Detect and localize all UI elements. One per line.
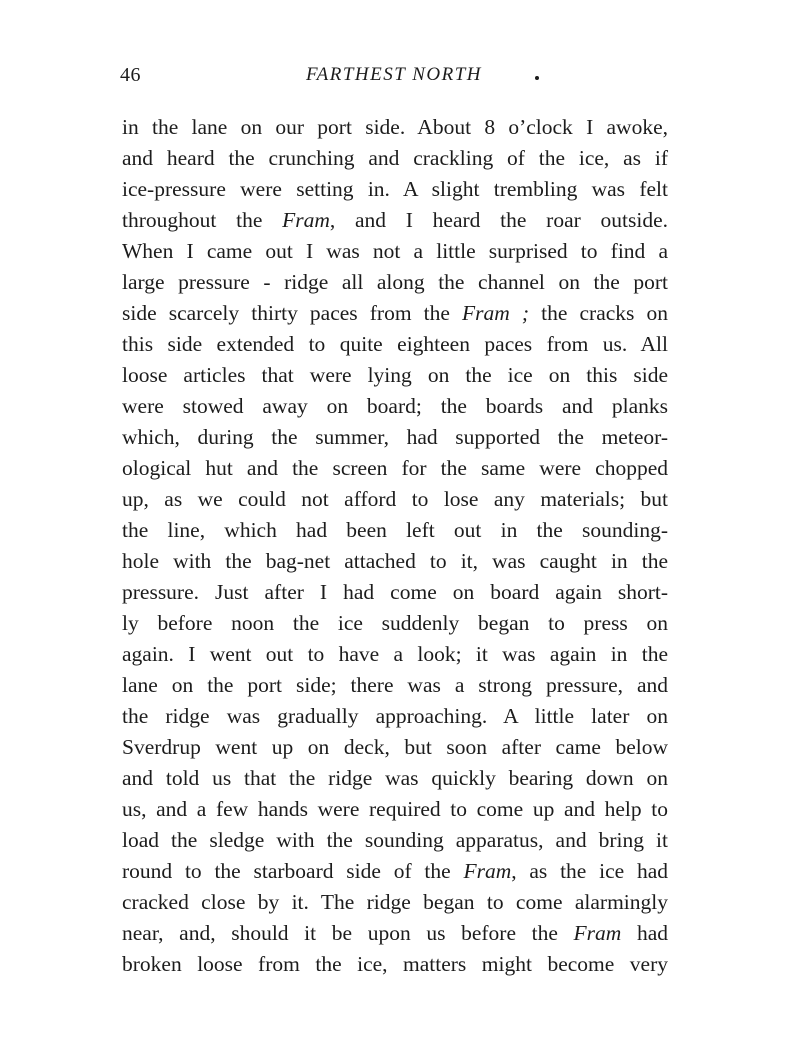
text-line	[122, 732, 668, 763]
text-run: cracked close by it. The ridge began to come alarmingly	[122, 890, 668, 914]
text-line	[122, 360, 668, 391]
text-run: this side extended to quite eighteen paces from us. All	[122, 332, 668, 356]
text-line	[122, 112, 668, 143]
text-line	[122, 639, 668, 670]
text-run: lane on the port side; there was a strong pressure, and	[122, 673, 668, 697]
text-line	[122, 515, 668, 546]
text-line	[122, 918, 668, 949]
text-run: load the sledge with the sounding apparatus, and bring it	[122, 828, 668, 852]
text-run: , as the ice had	[511, 859, 669, 883]
italic-ship-name: Fram ;	[462, 301, 530, 325]
text-line	[122, 825, 668, 856]
page-header	[120, 64, 668, 96]
text-line	[122, 205, 668, 236]
text-line	[122, 143, 668, 174]
text-run: throughout the	[122, 208, 283, 232]
text-run: the ridge was gradually approaching. A little later on	[122, 704, 668, 728]
italic-ship-name: Fram	[573, 921, 622, 945]
italic-ship-name: Fram	[282, 208, 330, 232]
text-run: again. I went out to have a look; it was again in the	[122, 642, 668, 666]
text-run: the cracks on	[529, 301, 668, 325]
running-title: FARTHEST NORTH	[305, 64, 483, 85]
text-run: pressure. Just after I had come on board again short-	[122, 580, 668, 604]
text-run: side scarcely thirty paces from the	[122, 301, 463, 325]
text-run: had	[621, 921, 669, 945]
text-line	[122, 546, 668, 577]
text-run: which, during the summer, had supported the meteor-	[122, 425, 668, 449]
text-line	[122, 608, 668, 639]
text-run: round to the starboard side of the	[122, 859, 464, 883]
text-line	[122, 329, 668, 360]
text-line	[122, 174, 668, 205]
header-dot-ornament	[535, 76, 539, 80]
text-run: large pressure - ridge all along the channel on the port	[122, 270, 668, 294]
text-run: broken loose from the ice, matters might become very	[122, 952, 668, 976]
text-run: ly before noon the ice suddenly began to press on	[122, 611, 668, 635]
text-run: were stowed away on board; the boards and planks	[122, 394, 668, 418]
text-line	[122, 391, 668, 422]
text-line	[122, 236, 668, 267]
text-run: and heard the crunching and crackling of the ice, as if	[122, 146, 668, 170]
text-line	[122, 701, 668, 732]
text-run: the line, which had been left out in the sounding-	[122, 518, 668, 542]
text-run: and told us that the ridge was quickly bearing down on	[122, 766, 668, 790]
text-line	[122, 577, 668, 608]
text-run: Sverdrup went up on deck, but soon after came below	[122, 735, 668, 759]
text-line	[122, 422, 668, 453]
text-line	[122, 298, 668, 329]
text-run: ological hut and the screen for the same were chopped	[122, 456, 668, 480]
body-text	[122, 112, 668, 980]
italic-ship-name: Fram	[463, 859, 512, 883]
text-line	[122, 794, 668, 825]
text-run: , and I heard the roar outside.	[329, 208, 669, 232]
text-run: up, as we could not afford to lose any materials; but	[122, 487, 668, 511]
text-line	[122, 267, 668, 298]
text-run: near, and, should it be upon us before the	[122, 921, 574, 945]
text-line	[122, 887, 668, 918]
text-run: in the lane on our port side. About 8 o’clock I awoke,	[122, 115, 668, 139]
text-run: When I came out I was not a little surprised to find a	[122, 239, 668, 263]
text-line	[122, 763, 668, 794]
page-number: 46	[120, 64, 141, 86]
text-line	[122, 670, 668, 701]
text-line	[122, 453, 668, 484]
text-line	[122, 484, 668, 515]
text-run: loose articles that were lying on the ice on this side	[122, 363, 668, 387]
text-line	[122, 949, 668, 980]
text-run: hole with the bag-net attached to it, was caught in the	[122, 549, 668, 573]
text-run: ice-pressure were setting in. A slight trembling was felt	[122, 177, 668, 201]
text-line	[122, 856, 668, 887]
text-run: us, and a few hands were required to come up and help to	[122, 797, 668, 821]
